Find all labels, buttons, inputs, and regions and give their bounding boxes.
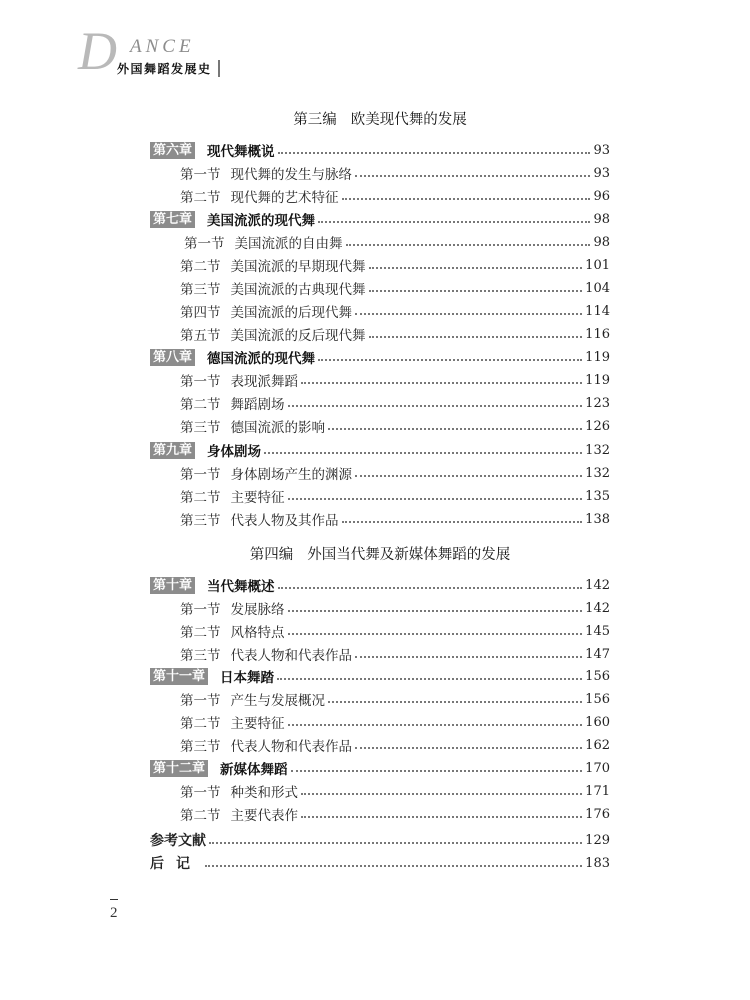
- dot-leader: [278, 587, 583, 589]
- dot-leader: [288, 498, 583, 500]
- toc-chapter-entry[interactable]: [150, 439, 610, 461]
- backmatter-title: 后记: [150, 856, 202, 872]
- dot-leader: [264, 452, 582, 454]
- dot-leader: [318, 221, 590, 223]
- dot-leader: [277, 678, 582, 680]
- toc-section-entry[interactable]: [150, 277, 610, 299]
- section-number: 第一节: [180, 167, 221, 183]
- section-number: 第五节: [180, 328, 221, 344]
- dot-leader: [355, 747, 582, 749]
- toc-section-entry[interactable]: [150, 780, 610, 802]
- toc-section-entry[interactable]: [150, 415, 610, 437]
- part-title: 外国当代舞及新媒体舞蹈的发展: [307, 547, 511, 563]
- section-title: 发展脉络: [230, 602, 285, 618]
- page-ref: 160: [585, 714, 610, 730]
- section-number: 第三节: [180, 513, 221, 529]
- page-ref: 156: [585, 691, 610, 707]
- toc-section-entry[interactable]: [150, 643, 610, 665]
- section-title: 主要代表作: [230, 808, 298, 824]
- toc-section-entry[interactable]: [150, 392, 610, 414]
- toc-section-entry[interactable]: [150, 803, 610, 825]
- section-number: 第二节: [180, 397, 221, 413]
- chapter-title: 现代舞概说: [207, 144, 275, 160]
- page-ref: 171: [585, 783, 610, 799]
- page-ref: 135: [585, 488, 610, 504]
- page-ref: 93: [593, 165, 610, 181]
- dot-leader: [301, 816, 582, 818]
- section-number: 第二节: [180, 716, 221, 732]
- section-number: 第二节: [180, 259, 221, 275]
- chapter-number: 第九章: [150, 442, 195, 459]
- page-ref: 93: [593, 142, 610, 158]
- dot-leader: [342, 521, 583, 523]
- section-title: 舞蹈剧场: [230, 397, 285, 413]
- page-ref: 156: [585, 668, 610, 684]
- toc-backmatter-entry[interactable]: [150, 852, 610, 874]
- section-title: 美国流派的自由舞: [234, 236, 343, 252]
- chapter-title: 当代舞概述: [207, 579, 275, 595]
- part-heading: [150, 108, 610, 129]
- page-number: [110, 905, 118, 922]
- toc-section-entry[interactable]: [150, 462, 610, 484]
- page-ref: 114: [585, 303, 610, 319]
- page-ref: 162: [585, 737, 610, 753]
- toc-section-entry[interactable]: [150, 485, 610, 507]
- page-ref: 96: [593, 188, 610, 204]
- page-ref: 132: [585, 442, 610, 458]
- page-ref: 98: [593, 211, 610, 227]
- chapter-number: 第十章: [150, 577, 195, 594]
- toc-section-entry[interactable]: [150, 597, 610, 619]
- part-heading: [150, 543, 610, 564]
- chapter-title: 美国流派的现代舞: [207, 213, 316, 229]
- section-title: 美国流派的后现代舞: [230, 305, 352, 321]
- page-ref: 129: [585, 832, 610, 848]
- toc-chapter-entry[interactable]: [150, 139, 610, 161]
- section-number: 第三节: [180, 739, 221, 755]
- part-label: 第四编: [249, 547, 294, 563]
- dot-leader: [328, 428, 582, 430]
- book-logo: [78, 21, 238, 81]
- section-title: 种类和形式: [230, 785, 298, 801]
- dot-leader: [355, 313, 582, 315]
- toc-section-entry[interactable]: [150, 231, 610, 253]
- dot-leader: [355, 175, 590, 177]
- page-ref: 145: [585, 623, 610, 639]
- section-number: 第一节: [180, 374, 221, 390]
- page-number-value: 2: [110, 905, 118, 921]
- section-title: 代表人物和代表作品: [230, 739, 352, 755]
- toc-section-entry[interactable]: [150, 508, 610, 530]
- toc-chapter-entry[interactable]: [150, 574, 610, 596]
- section-title: 现代舞的艺术特征: [230, 190, 339, 206]
- section-number: 第一节: [180, 785, 221, 801]
- page-ref: 132: [585, 465, 610, 481]
- section-title: 代表人物和代表作品: [230, 648, 352, 664]
- section-title: 产生与发展概况: [230, 693, 325, 709]
- section-number: 第二节: [180, 490, 221, 506]
- chapter-title: 德国流派的现代舞: [207, 351, 316, 367]
- page-ref: 116: [585, 326, 610, 342]
- toc-section-entry[interactable]: [150, 734, 610, 756]
- section-number: 第一节: [184, 236, 225, 252]
- dot-leader: [288, 724, 583, 726]
- page-ref: 170: [585, 760, 610, 776]
- section-title: 主要特征: [230, 716, 285, 732]
- section-number: 第二节: [180, 190, 221, 206]
- toc-section-entry[interactable]: [150, 369, 610, 391]
- dot-leader: [318, 359, 582, 361]
- page-ref: 142: [585, 577, 610, 593]
- section-number: 第四节: [180, 305, 221, 321]
- dot-leader: [369, 290, 583, 292]
- section-title: 代表人物及其作品: [230, 513, 339, 529]
- toc-section-entry[interactable]: [150, 162, 610, 184]
- logo-letters: ANCE: [130, 36, 195, 57]
- dot-leader: [346, 244, 591, 246]
- chapter-number: 第七章: [150, 211, 195, 228]
- dot-leader: [342, 198, 591, 200]
- toc-section-entry[interactable]: [150, 323, 610, 345]
- toc-chapter-entry[interactable]: [150, 208, 610, 230]
- toc-section-entry[interactable]: [150, 254, 610, 276]
- chapter-number: 第八章: [150, 349, 195, 366]
- page-ref: 101: [585, 257, 610, 273]
- toc-section-entry[interactable]: [150, 185, 610, 207]
- dot-leader: [369, 267, 583, 269]
- toc-chapter-entry[interactable]: [150, 346, 610, 368]
- page-ref: 104: [585, 280, 610, 296]
- section-number: 第一节: [180, 693, 221, 709]
- chapter-number: 第十一章: [150, 668, 208, 685]
- toc-section-entry[interactable]: [150, 688, 610, 710]
- part-label: 第三编: [293, 112, 337, 128]
- section-number: 第三节: [180, 420, 221, 436]
- part-title: 欧美现代舞的发展: [350, 112, 467, 128]
- page-ref: 123: [585, 395, 610, 411]
- chapter-number: 第六章: [150, 142, 195, 159]
- section-number: 第三节: [180, 648, 221, 664]
- logo-letter-d: D: [78, 21, 117, 81]
- section-number: 第二节: [180, 625, 221, 641]
- chapter-title: 日本舞踏: [220, 670, 275, 686]
- toc-section-entry[interactable]: [150, 711, 610, 733]
- backmatter-title: 参考文献: [150, 833, 206, 849]
- page-ref: 119: [585, 372, 610, 388]
- dot-leader: [328, 701, 582, 703]
- page-ref: 119: [585, 349, 610, 365]
- toc-chapter-entry[interactable]: [150, 665, 610, 687]
- dot-leader: [205, 865, 582, 867]
- section-title: 身体剧场产生的渊源: [230, 467, 352, 483]
- section-title: 美国流派的早期现代舞: [230, 259, 366, 275]
- dot-leader: [288, 405, 583, 407]
- dot-leader: [209, 842, 582, 844]
- dot-leader: [288, 610, 583, 612]
- chapter-number: 第十二章: [150, 760, 208, 777]
- dot-leader: [278, 152, 591, 154]
- section-title: 德国流派的影响: [230, 420, 325, 436]
- dot-leader: [355, 475, 582, 477]
- dot-leader: [355, 656, 582, 658]
- section-title: 风格特点: [230, 625, 285, 641]
- page-ref: 176: [585, 806, 610, 822]
- page-ref: 183: [585, 855, 610, 871]
- chapter-title: 新媒体舞蹈: [220, 762, 288, 778]
- section-title: 主要特征: [230, 490, 285, 506]
- dot-leader: [301, 382, 582, 384]
- section-title: 表现派舞蹈: [230, 374, 298, 390]
- toc-section-entry[interactable]: [150, 620, 610, 642]
- dot-leader: [301, 793, 582, 795]
- section-number: 第三节: [180, 282, 221, 298]
- section-number: 第一节: [180, 602, 221, 618]
- running-header-book-title: 外国舞蹈发展史: [117, 60, 220, 77]
- chapter-title: 身体剧场: [207, 444, 262, 460]
- page-ref: 126: [585, 418, 610, 434]
- section-number: 第二节: [180, 808, 221, 824]
- dot-leader: [369, 336, 583, 338]
- section-title: 美国流派的古典现代舞: [230, 282, 366, 298]
- page-number-rule: [110, 899, 118, 900]
- page-ref: 98: [593, 234, 610, 250]
- page-ref: 142: [585, 600, 610, 616]
- section-title: 美国流派的反后现代舞: [230, 328, 366, 344]
- toc-section-entry[interactable]: [150, 300, 610, 322]
- toc-backmatter-entry[interactable]: [150, 829, 610, 851]
- section-number: 第一节: [180, 467, 221, 483]
- page-ref: 138: [585, 511, 610, 527]
- section-title: 现代舞的发生与脉络: [230, 167, 352, 183]
- toc-chapter-entry[interactable]: [150, 757, 610, 779]
- dot-leader: [288, 633, 583, 635]
- dot-leader: [291, 770, 583, 772]
- page-ref: 147: [585, 646, 610, 662]
